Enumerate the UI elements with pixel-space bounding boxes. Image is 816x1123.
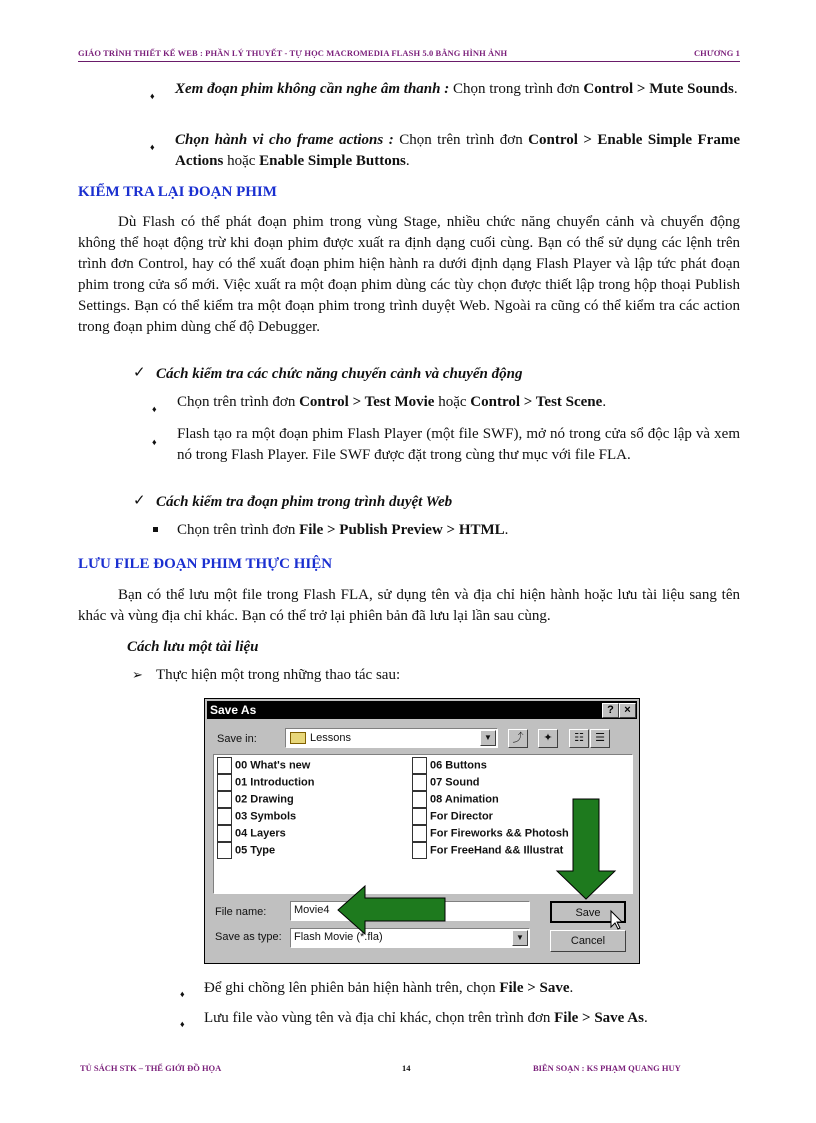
list-item[interactable]: 02 Drawing xyxy=(217,791,294,808)
page-header xyxy=(78,48,740,62)
bullet-save-as: Lưu file vào vùng tên và địa chỉ khác, chọn trên trình đơn File > Save As. xyxy=(204,1010,648,1026)
details-view-icon[interactable]: ☰ xyxy=(590,729,610,748)
footer-left: TỦ SÁCH STK – THẾ GIỚI ĐỒ HỌA xyxy=(80,1063,222,1073)
list-item[interactable]: 05 Type xyxy=(217,842,275,859)
arrow-item: Thực hiện một trong những thao tác sau: xyxy=(156,667,401,683)
bullet-flash-player: Flash tạo ra một đoạn phim Flash Player (một file SWF), mở nó trong cửa sổ độc lập và xem nó trong Flash Player. File SWF được đặt trong cùng thư mục với file FLA. xyxy=(177,426,740,463)
bullet-mute-sounds: Xem đoạn phim không cần nghe âm thanh : Chọn trong trình đơn Control > Mute Sounds. xyxy=(175,81,738,97)
bullet-icon: ♦ xyxy=(180,1019,185,1029)
bullet-icon: ♦ xyxy=(150,142,155,152)
bullet-icon: ♦ xyxy=(152,437,157,447)
mouse-cursor-icon xyxy=(611,911,622,929)
green-down-arrow-icon xyxy=(557,799,615,899)
list-item[interactable]: 01 Introduction xyxy=(217,774,314,791)
annotation-arrows xyxy=(205,699,641,965)
list-item[interactable]: 06 Buttons xyxy=(412,757,487,774)
save-type-value: Flash Movie (*.fla) xyxy=(294,931,383,943)
checkmark-icon: ✓ xyxy=(133,365,146,381)
check-heading-1: Cách kiểm tra các chức năng chuyển cảnh và chuyển động xyxy=(156,366,523,382)
bullet-publish-preview: Chọn trên trình đơn File > Publish Preview > HTML. xyxy=(177,522,509,538)
help-button[interactable]: ? xyxy=(602,703,619,718)
header-title: GIÁO TRÌNH THIẾT KẾ WEB : PHẦN LÝ THUYẾT - TỰ HỌC MACROMEDIA FLASH 5.0 BẰNG HÌNH ẢNH xyxy=(78,48,508,58)
checkmark-icon: ✓ xyxy=(133,493,146,509)
arrow-bullet-icon: ➢ xyxy=(132,667,143,682)
list-item[interactable]: For Fireworks && Photosh xyxy=(412,825,569,842)
section-paragraph: Dù Flash có thể phát đoạn phim trong vùng Stage, nhiều chức năng chuyển cảnh và chuyển động không thể hoạt động trừ khi đoạn phim được xuất ra định dạng cuối cùng. Bạn có thể sử dụng các lệnh trên trình đơn Control, hay có thể xuất đoạn phim hiện hành ra dưới định dạng Flash Player và lập tức phát đoạn phim trong cửa sổ mới. Việc xuất ra một đoạn phim dùng các tùy chọn được thiết lập trong hộp thoại Publish Settings. Bạn có thể kiểm tra một đoạn phim trong trình duyệt Web. Ngoài ra cũng có thể kiểm tra các action trong đoạn phim dùng chế độ Debugger. xyxy=(78,214,740,335)
cancel-button[interactable]: Cancel xyxy=(550,930,626,952)
save-subheading: Cách lưu một tài liệu xyxy=(127,639,259,655)
list-item[interactable]: For FreeHand && Illustrat xyxy=(412,842,563,859)
footer-right: BIÊN SOẠN : KS PHẠM QUANG HUY xyxy=(533,1063,681,1073)
list-item[interactable]: 07 Sound xyxy=(412,774,480,791)
green-left-arrow-icon xyxy=(338,886,445,934)
bullet-test-movie: Chọn trên trình đơn Control > Test Movie hoặc Control > Test Scene. xyxy=(177,394,607,410)
list-item[interactable]: 03 Symbols xyxy=(217,808,296,825)
new-folder-icon[interactable]: ✦ xyxy=(538,729,558,748)
square-bullet-icon xyxy=(153,527,158,532)
page-number: 14 xyxy=(402,1063,411,1073)
list-item[interactable]: For Director xyxy=(412,808,493,825)
list-item[interactable]: 00 What's new xyxy=(217,757,310,774)
bullet-save: Để ghi chồng lên phiên bản hiện hành trên, chọn File > Save. xyxy=(204,980,574,996)
bullet-frame-actions: Chọn hành vi cho frame actions : Chọn trên trình đơn Control > Enable Simple Frame Actions hoặc Enable Simple Buttons. xyxy=(175,132,740,169)
list-item[interactable]: 08 Animation xyxy=(412,791,499,808)
list-item[interactable]: 04 Layers xyxy=(217,825,286,842)
save-button[interactable]: Save xyxy=(550,901,626,923)
file-name-label: File name: xyxy=(215,906,267,918)
bullet-icon: ♦ xyxy=(180,989,185,999)
section-heading-test: KIỂM TRA LẠI ĐOẠN PHIM xyxy=(78,184,277,200)
list-view-icon[interactable]: ☷ xyxy=(569,729,589,748)
save-type-label: Save as type: xyxy=(215,931,282,943)
chevron-down-icon[interactable]: ▼ xyxy=(480,730,496,746)
save-in-value: Lessons xyxy=(310,732,351,744)
save-paragraph: Bạn có thể lưu một file trong Flash FLA, sử dụng tên và địa chỉ hiện hành hoặc lưu tài liệu sang tên khác và vùng địa chỉ khác. Bạn có thể trở lại phiên bản đã lưu lại lần sau cùng. xyxy=(78,587,740,624)
bullet-icon: ♦ xyxy=(152,404,157,414)
save-as-dialog xyxy=(204,698,640,964)
up-folder-icon[interactable]: ⤴ xyxy=(508,729,528,748)
bullet-icon: ♦ xyxy=(150,91,155,101)
check-heading-2: Cách kiểm tra đoạn phim trong trình duyệt Web xyxy=(156,494,453,510)
chevron-down-icon[interactable]: ▼ xyxy=(512,930,528,946)
chapter-label: CHƯƠNG 1 xyxy=(693,48,740,58)
section-heading-save: LƯU FILE ĐOẠN PHIM THỰC HIỆN xyxy=(78,556,333,572)
save-in-label: Save in: xyxy=(217,733,257,745)
file-name-value: Movie4 xyxy=(294,904,330,916)
dialog-title: Save As xyxy=(210,703,257,717)
close-button[interactable]: × xyxy=(619,703,636,718)
